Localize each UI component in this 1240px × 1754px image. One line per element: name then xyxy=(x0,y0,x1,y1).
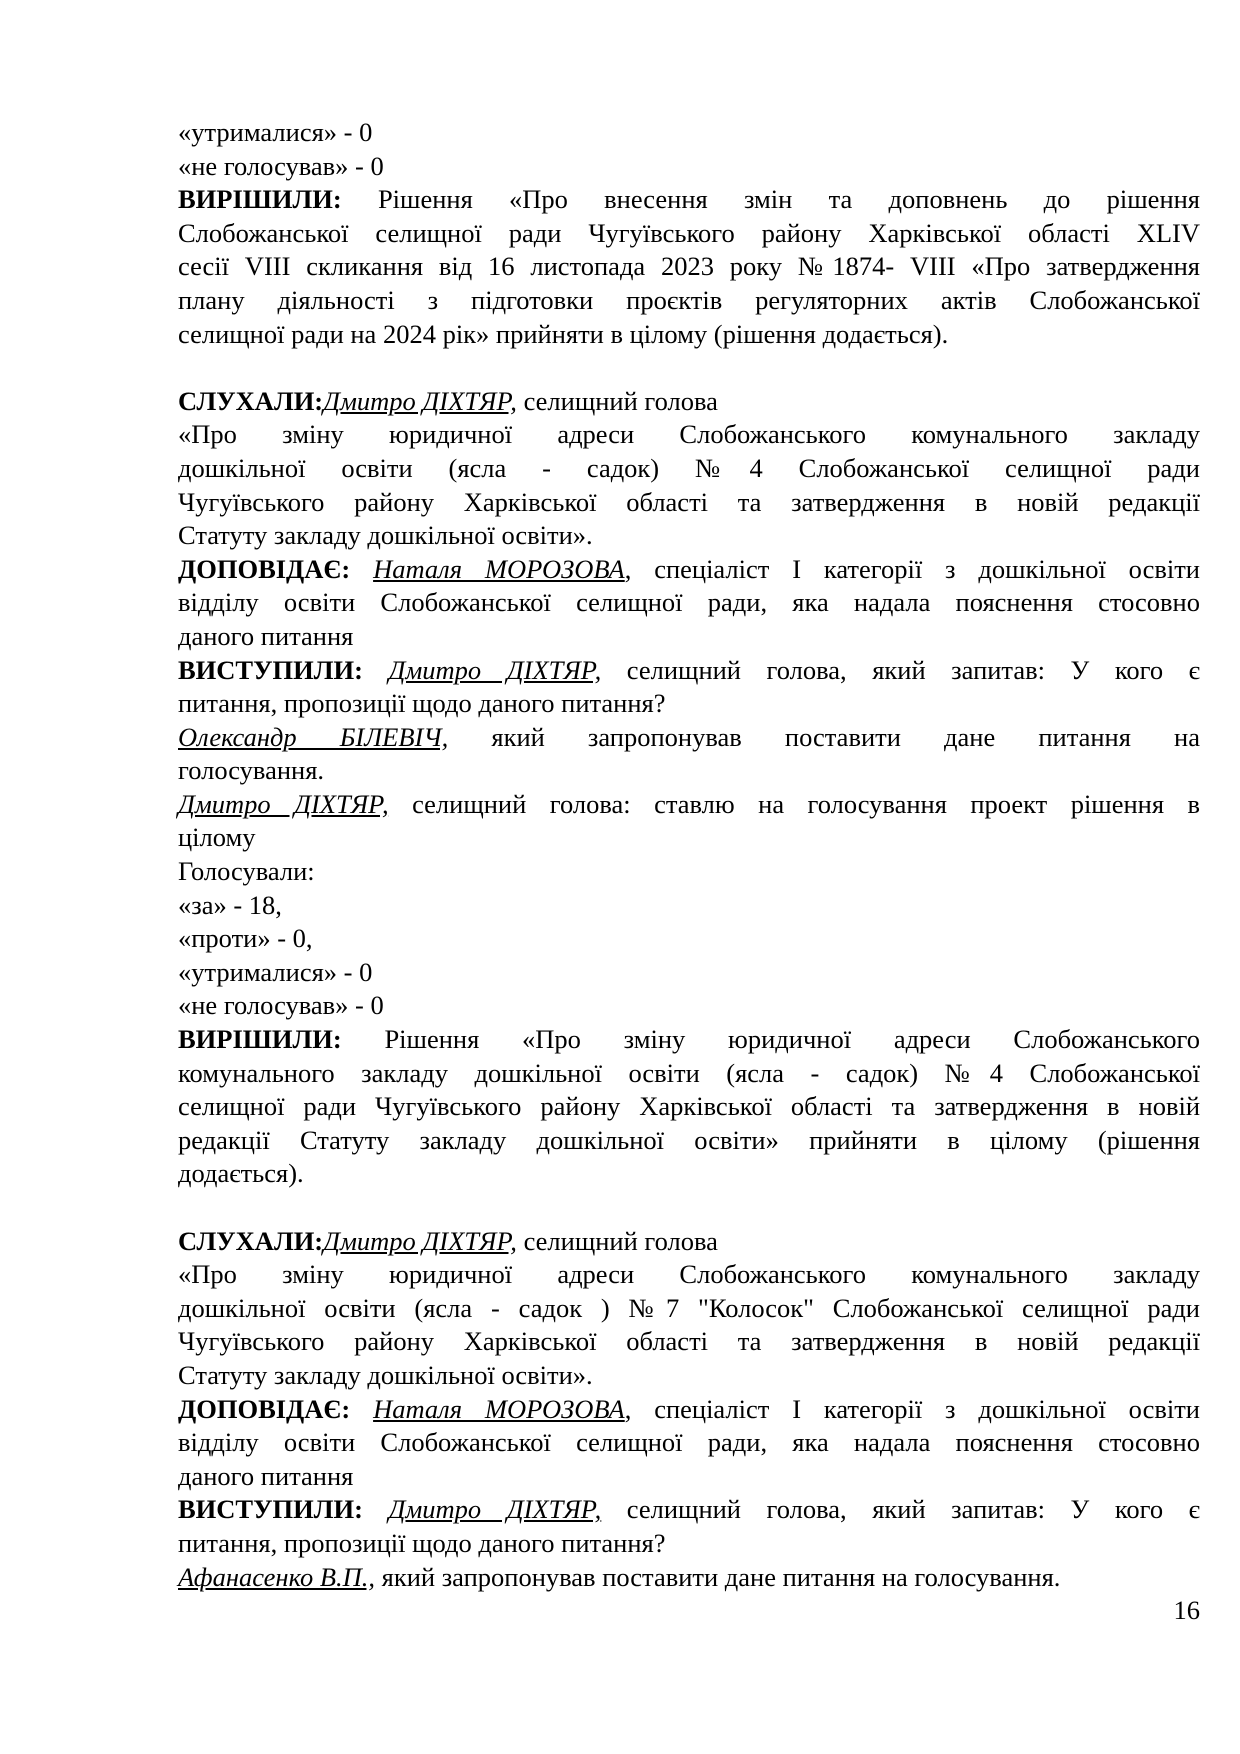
report-label: ДОПОВІДАЄ: xyxy=(178,1393,351,1424)
speaker-name: Дмитро ДІХТЯР, xyxy=(388,1494,602,1525)
speaker-name: Наталя МОРОЗОВА xyxy=(373,553,625,584)
speaker-line: Афанасенко В.П., який запропонував поставити дане питання на голосування. xyxy=(178,1561,1061,1592)
speaker-name: Наталя МОРОЗОВА xyxy=(373,1393,625,1424)
decision-line: сесії VIII скликання від 16 листопада 2023 року №1874- VIII «Про затвердження xyxy=(178,251,1200,282)
speaker-name: Дмитро ДІХТЯР, xyxy=(323,385,517,416)
vote-not-voted: «не голосував» - 0 xyxy=(178,990,384,1021)
report-line: ДОПОВІДАЄ: Наталя МОРОЗОВА, спеціаліст І категорії з дошкільної освіти xyxy=(178,553,1200,584)
heard-line: СЛУХАЛИ:Дмитро ДІХТЯР, селищний голова xyxy=(178,1225,718,1256)
report-line: даного питання xyxy=(178,620,354,651)
heard-label: СЛУХАЛИ: xyxy=(178,385,324,416)
decision-line: Слобожанської селищної ради Чугуївського району Харківської області XLIV xyxy=(178,217,1200,248)
topic-line: Статуту закладу дошкільної освіти». xyxy=(178,1359,593,1390)
report-label: ДОПОВІДАЄ: xyxy=(178,553,351,584)
speaker-line: цілому xyxy=(178,822,256,853)
topic-line: «Про зміну юридичної адреси Слобожанського комунального закладу xyxy=(178,1259,1200,1290)
speakers-line: ВИСТУПИЛИ: Дмитро ДІХТЯР, селищний голова, який запитав: У кого є xyxy=(178,654,1200,685)
topic-line: дошкільної освіти (ясла - садок ) №7 "Колосок" Слобожанської селищної ради xyxy=(178,1292,1200,1323)
speaker-line: Дмитро ДІХТЯР, селищний голова: ставлю на голосування проект рішення в xyxy=(178,788,1200,819)
vote-for: «за» - 18, xyxy=(178,889,282,920)
topic-line: Чугуївського району Харківської області та затвердження в новій редакції xyxy=(178,486,1200,517)
topic-line: «Про зміну юридичної адреси Слобожанського комунального закладу xyxy=(178,419,1200,450)
decision-line: додається). xyxy=(178,1158,304,1189)
vote-not-voted: «не голосував» - 0 xyxy=(178,150,384,181)
speaker-line: Олександр БІЛЕВІЧ, який запропонував поставити дане питання на xyxy=(178,721,1200,752)
speaker-line: голосування. xyxy=(178,755,325,786)
vote-abstained: «утрималися» - 0 xyxy=(178,956,373,987)
report-line: ДОПОВІДАЄ: Наталя МОРОЗОВА, спеціаліст І категорії з дошкільної освіти xyxy=(178,1393,1200,1424)
speakers-line: питання, пропозиції щодо даного питання? xyxy=(178,688,666,719)
vote-abstained: «утрималися» - 0 xyxy=(178,117,373,147)
decision-line: селищної ради Чугуївського району Харківської області та затвердження в новій xyxy=(178,1091,1200,1122)
speakers-line: питання, пропозиції щодо даного питання? xyxy=(178,1527,666,1558)
heard-line: СЛУХАЛИ:Дмитро ДІХТЯР, селищний голова xyxy=(178,385,718,416)
speaker-name: Олександр БІЛЕВІЧ, xyxy=(178,721,449,752)
speaker-name: Афанасенко В.П., xyxy=(178,1561,376,1592)
decision-line: ВИРІШИЛИ: Рішення «Про зміну юридичної адреси Слобожанського xyxy=(178,1024,1200,1055)
speakers-label: ВИСТУПИЛИ: xyxy=(178,1494,363,1525)
vote-against: «проти» - 0, xyxy=(178,923,313,954)
document-page xyxy=(178,116,1200,1594)
decision-line: плану діяльності з підготовки проєктів регуляторних актів Слобожанської xyxy=(178,284,1200,315)
speaker-name: Дмитро ДІХТЯР, xyxy=(178,788,389,819)
vote-heading: Голосували: xyxy=(178,856,315,887)
decision-line: селищної ради на 2024 рік» прийняти в цілому (рішення додається). xyxy=(178,318,949,349)
report-line: даного питання xyxy=(178,1460,354,1491)
topic-line: Статуту закладу дошкільної освіти». xyxy=(178,520,593,551)
heard-label: СЛУХАЛИ: xyxy=(178,1225,324,1256)
speaker-name: Дмитро ДІХТЯР, xyxy=(323,1225,517,1256)
speakers-line: ВИСТУПИЛИ: Дмитро ДІХТЯР, селищний голова, який запитав: У кого є xyxy=(178,1494,1200,1525)
report-line: відділу освіти Слобожанської селищної ради, яка надала пояснення стосовно xyxy=(178,1427,1200,1458)
page-number: 16 xyxy=(1173,1595,1200,1625)
decision-label: ВИРІШИЛИ: xyxy=(178,1024,342,1055)
decision-label: ВИРІШИЛИ: xyxy=(178,184,342,215)
decision-line: ВИРІШИЛИ: Рішення «Про внесення змін та доповнень до рішення xyxy=(178,184,1200,215)
speakers-label: ВИСТУПИЛИ: xyxy=(178,654,363,685)
report-line: відділу освіти Слобожанської селищної ради, яка надала пояснення стосовно xyxy=(178,587,1200,618)
speaker-name: Дмитро ДІХТЯР, xyxy=(388,654,602,685)
topic-line: Чугуївського району Харківської області та затвердження в новій редакції xyxy=(178,1326,1200,1357)
decision-line: редакції Статуту закладу дошкільної освіти» прийняти в цілому (рішення xyxy=(178,1124,1200,1155)
topic-line: дошкільної освіти (ясла - садок) №4 Слобожанської селищної ради xyxy=(178,452,1200,483)
decision-line: комунального закладу дошкільної освіти (ясла - садок) №4 Слобожанської xyxy=(178,1057,1200,1088)
